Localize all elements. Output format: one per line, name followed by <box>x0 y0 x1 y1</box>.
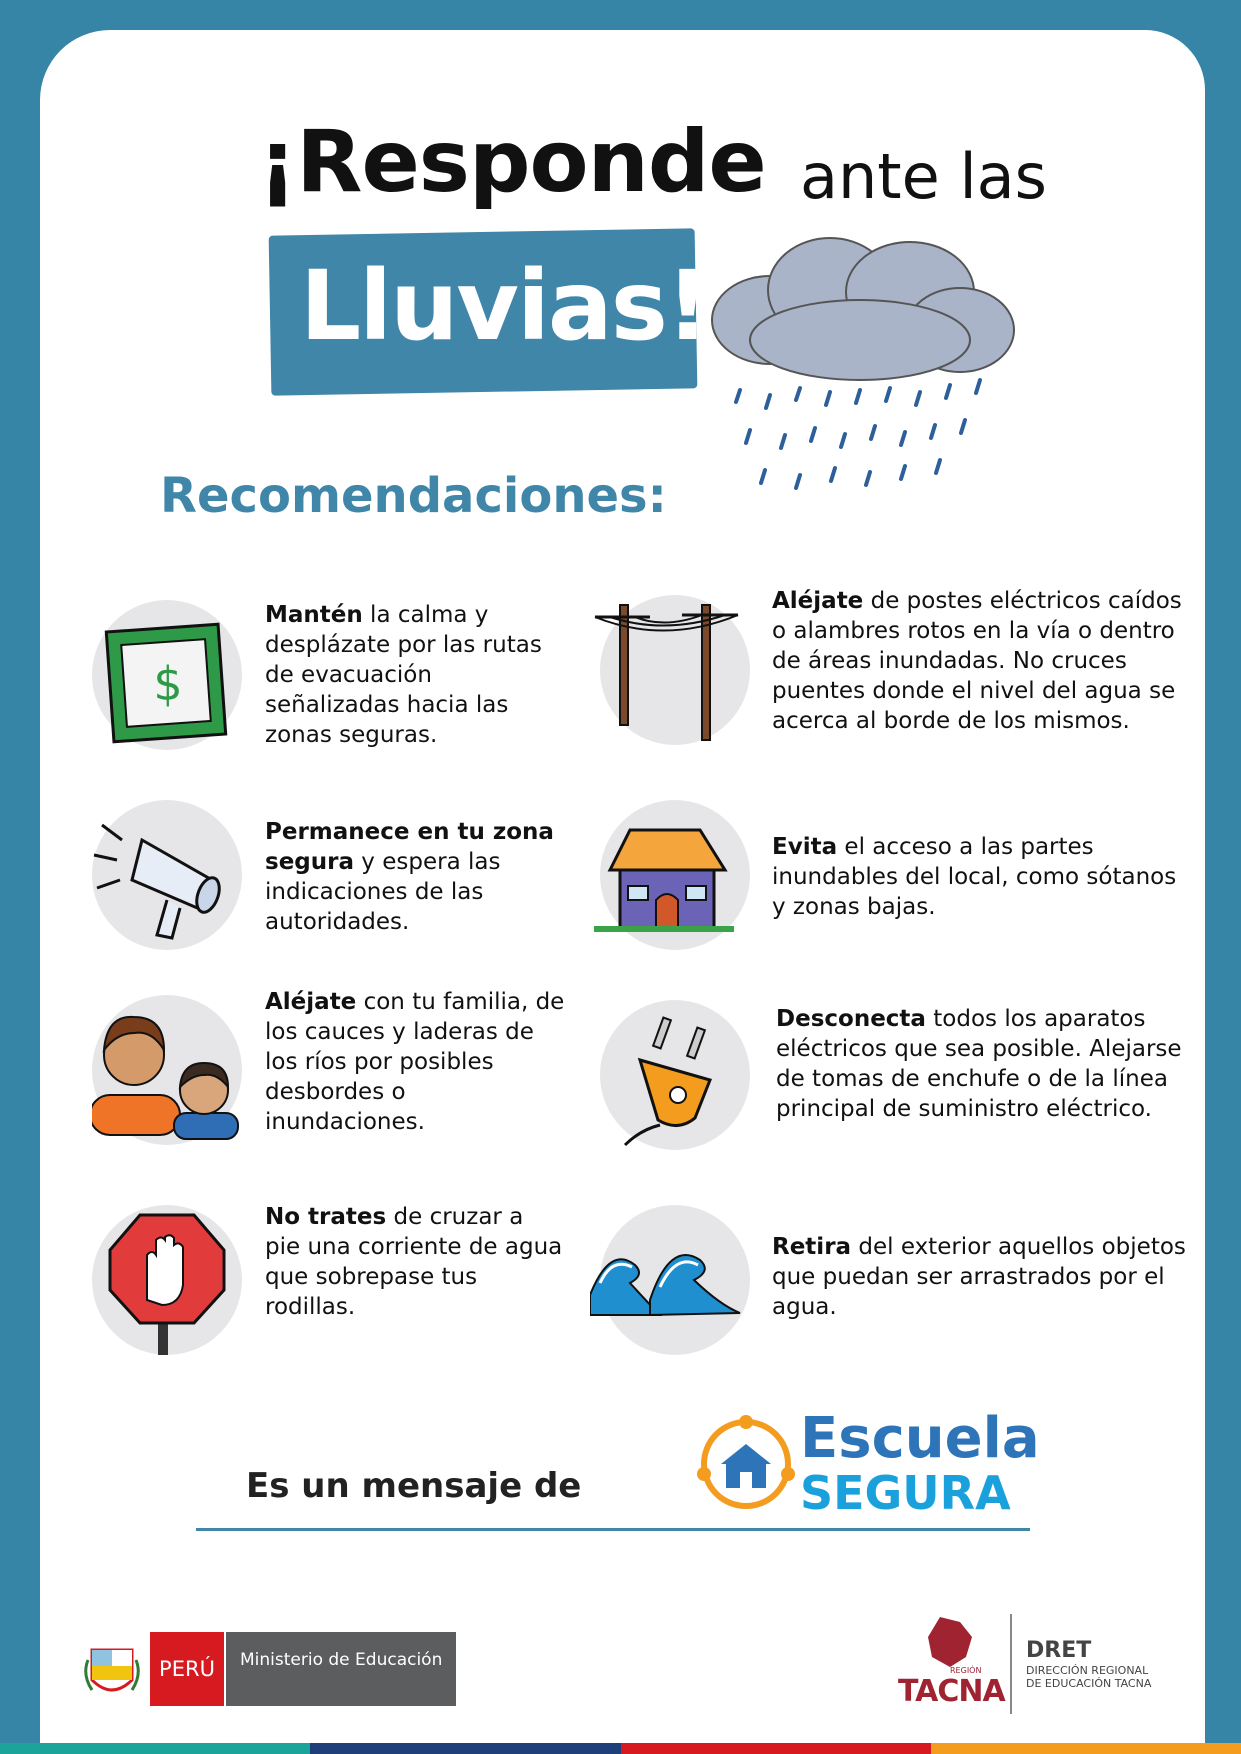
dret-subtitle: DIRECCIÓN REGIONAL DE EDUCACIÓN TACNA <box>1026 1664 1152 1690</box>
recommendation-text-2: Permanece en tu zona segura y espera las indicaciones de las autoridades. <box>265 819 554 935</box>
recommendation-text-4: No trates de cruzar a pie una corriente de agua que sobrepase tus rodillas. <box>265 1204 563 1320</box>
exit-sign-icon <box>92 600 242 750</box>
tacna-region-map-icon <box>920 1612 980 1672</box>
section-title: Recomendaciones: <box>160 468 667 524</box>
escuela-segura-line2: SEGURA <box>800 1466 1011 1520</box>
plug-icon <box>600 1000 750 1150</box>
svg-text:$: $ <box>153 657 183 711</box>
message-label: Es un mensaje de <box>246 1466 582 1506</box>
title-main: ¡Responde <box>258 112 766 212</box>
dret-label: DRET <box>1026 1638 1092 1663</box>
recommendation-text-8: Retira del exterior aquellos objetos que puedan ser arrastrados por el agua. <box>772 1234 1186 1320</box>
ministry-label: Ministerio de Educación <box>226 1632 456 1706</box>
stop-hand-sign-icon <box>92 1205 242 1355</box>
escuela-segura-line1: Escuela <box>800 1406 1040 1471</box>
title-rest: ante las <box>800 140 1047 213</box>
family-icon <box>92 995 242 1145</box>
escuela-segura-logo-icon <box>696 1414 796 1514</box>
recommendation-text-7: Desconecta todos los aparatos eléctricos que sea posible. Alejarse de tomas de enchufe o de la línea principal de suministro eléctrico. <box>776 1006 1182 1122</box>
megaphone-icon <box>92 800 242 950</box>
region-label: REGIÓN <box>950 1666 982 1675</box>
title-highlight: Lluvias! <box>300 250 708 362</box>
recommendation-text-5: Aléjate de postes eléctricos caídos o alambres rotos en la vía o dentro de áreas inundadas. No cruces puentes donde el nivel del agua se acerca al borde de los mismos. <box>772 588 1182 734</box>
peru-coat-of-arms-icon <box>82 1630 142 1706</box>
waves-icon <box>590 1205 740 1355</box>
tacna-label: TACNA <box>898 1674 1005 1709</box>
divider-line <box>196 1528 1030 1531</box>
peru-label: PERÚ <box>150 1632 224 1706</box>
recommendation-text-3: Aléjate con tu familia, de los cauces y laderas de los ríos por posibles desbordes o inundaciones. <box>265 989 565 1135</box>
rain-cloud-icon <box>700 220 1030 510</box>
recommendation-text-1: Mantén la calma y desplázate por las rutas de evacuación señalizadas hacia las zonas seguras. <box>265 602 542 748</box>
power-poles-icon <box>590 595 740 745</box>
recommendation-text-6: Evita el acceso a las partes inundables del local, como sótanos y zonas bajas. <box>772 834 1177 920</box>
house-icon <box>590 800 740 950</box>
color-stripe <box>0 1743 1241 1754</box>
dret-divider <box>1010 1614 1012 1714</box>
